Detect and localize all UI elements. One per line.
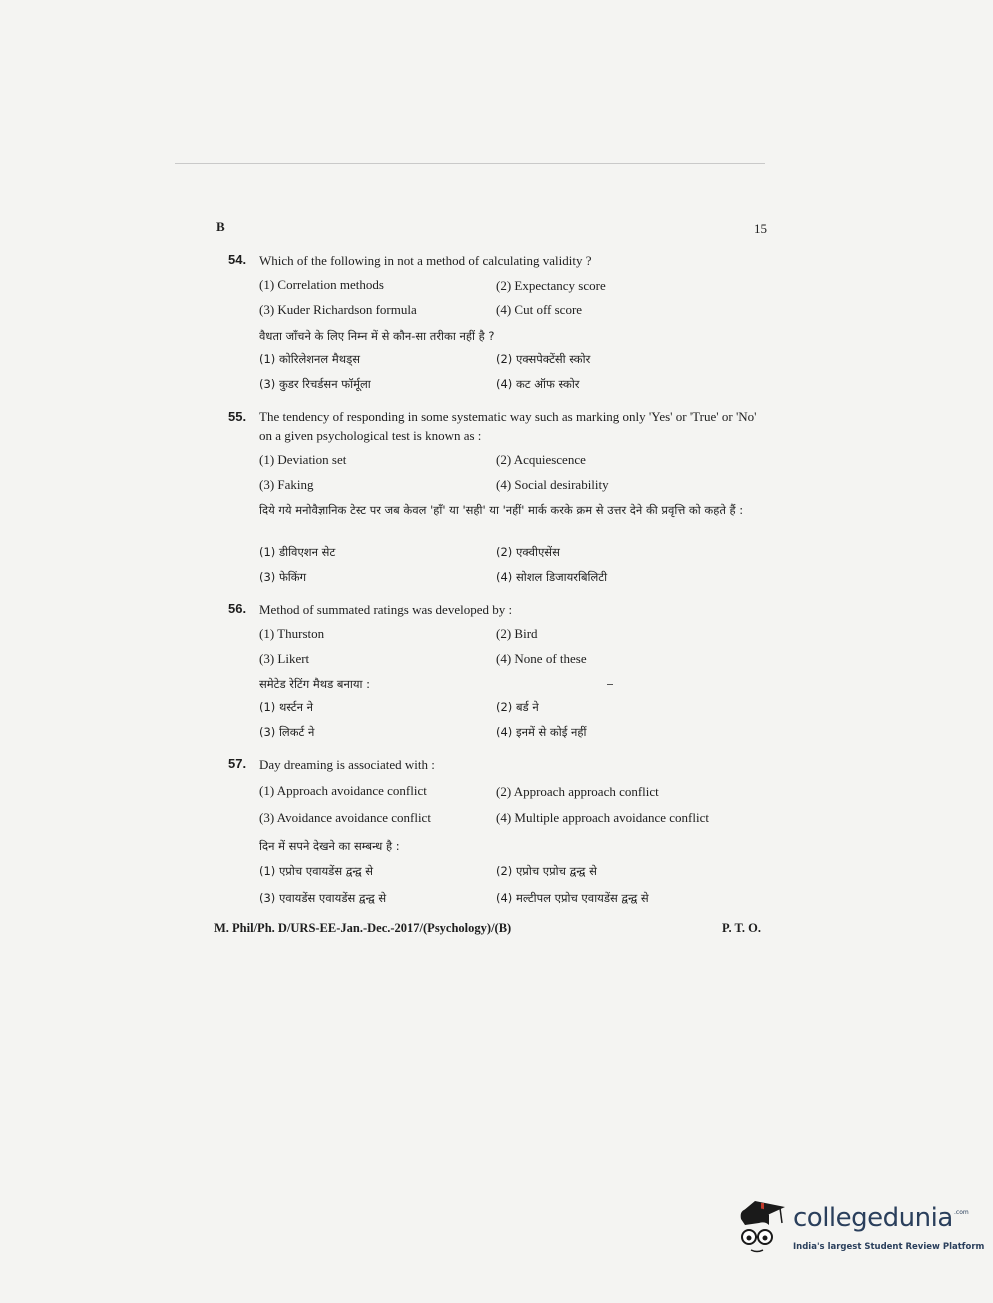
option-4-en: (4) Multiple approach avoidance conflict (496, 810, 709, 825)
option-4-hi: (4) मल्टीपल एप्रोच एवायडेंस द्वन्द्व से (496, 891, 649, 905)
option-1-en: (1) Approach avoidance conflict (259, 783, 427, 798)
question-text-hi: दिये गये मनोवैज्ञानिक टेस्ट पर जब केवल 'हाँ' या 'सही' या 'नहीं' मार्क करके क्रम से उत्तर देने की प्रवृत्ति को कहते हैं : (259, 503, 744, 517)
option-2-en: (2) Approach approach conflict (496, 784, 659, 799)
scan-speck (607, 684, 613, 685)
page-number: 15 (754, 221, 767, 236)
option-1-hi: (1) डीविएशन सेट (259, 545, 336, 559)
question-number: 54. (228, 252, 247, 267)
question-text-en: Day dreaming is associated with : (259, 757, 435, 772)
option-3-en: (3) Kuder Richardson formula (259, 302, 417, 317)
option-3-hi: (3) एवायडेंस एवायडेंस द्वन्द्व से (259, 891, 387, 905)
question-text-en: The tendency of responding in some systematic way such as marking only 'Yes' or 'True' or 'No' on a given psychological test is known as : (259, 409, 757, 443)
option-2-en: (2) Expectancy score (496, 278, 606, 293)
question-text-en: Method of summated ratings was developed by : (259, 602, 513, 617)
option-1-hi: (1) कोरिलेशनल मैथड्स (259, 352, 361, 366)
option-3-en: (3) Likert (259, 651, 310, 666)
option-1-hi: (1) थर्स्टन ने (259, 700, 313, 714)
option-4-en: (4) None of these (496, 651, 587, 666)
option-4-hi: (4) सोशल डिजायरबिलिटी (496, 570, 608, 584)
option-2-hi: (2) बर्ड ने (496, 700, 539, 714)
option-4-en: (4) Cut off score (496, 302, 583, 317)
option-3-en: (3) Faking (259, 477, 314, 492)
option-1-en: (1) Correlation methods (259, 277, 384, 292)
option-3-hi: (3) कुडर रिचर्डसन फॉर्मूला (259, 377, 371, 391)
pto-label: P. T. O. (722, 921, 762, 935)
option-3-hi: (3) फेकिंग (259, 570, 307, 584)
brand-tagline: India's largest Student Review Platform (793, 1242, 985, 1252)
option-1-en: (1) Thurston (259, 626, 325, 641)
option-4-en: (4) Social desirability (496, 477, 609, 492)
question-text-en: Which of the following in not a method of calculating validity ? (259, 253, 592, 268)
option-2-hi: (2) एप्रोच एप्रोच द्वन्द्व से (496, 864, 597, 878)
collegedunia-logo (735, 1195, 985, 1265)
option-2-en: (2) Acquiescence (496, 452, 586, 467)
question-number: 55. (228, 409, 247, 424)
paper-code: M. Phil/Ph. D/URS-EE-Jan.-Dec.-2017/(Psychology)/(B) (214, 921, 512, 935)
option-4-hi: (4) कट ऑफ स्कोर (496, 377, 580, 391)
question-text-hi: दिन में सपने देखने का सम्बन्ध है : (259, 839, 400, 853)
option-4-hi: (4) इनमें से कोई नहीं (496, 725, 587, 739)
mascot-icon (735, 1195, 791, 1257)
option-1-hi: (1) एप्रोच एवायडेंस द्वन्द्व से (259, 864, 373, 878)
question-number: 57. (228, 756, 247, 771)
brand-domain: .com (954, 1209, 969, 1216)
option-2-hi: (2) एक्वीएसेंस (496, 545, 560, 559)
question-text-hi: वैधता जाँचने के लिए निम्न में से कौन-सा तरीका नहीं है ? (259, 329, 495, 343)
option-2-en: (2) Bird (496, 626, 538, 641)
option-2-hi: (2) एक्सपेक्टेंसी स्कोर (496, 352, 591, 366)
question-number: 56. (228, 601, 247, 616)
set-label: B (216, 219, 225, 234)
option-3-en: (3) Avoidance avoidance conflict (259, 810, 431, 825)
question-text-hi: समेटेड रेटिंग मैथड बनाया : (259, 677, 371, 691)
option-3-hi: (3) लिकर्ट ने (259, 725, 315, 739)
top-rule (175, 163, 765, 164)
brand-name: collegedunia (793, 1203, 953, 1233)
option-1-en: (1) Deviation set (259, 452, 347, 467)
